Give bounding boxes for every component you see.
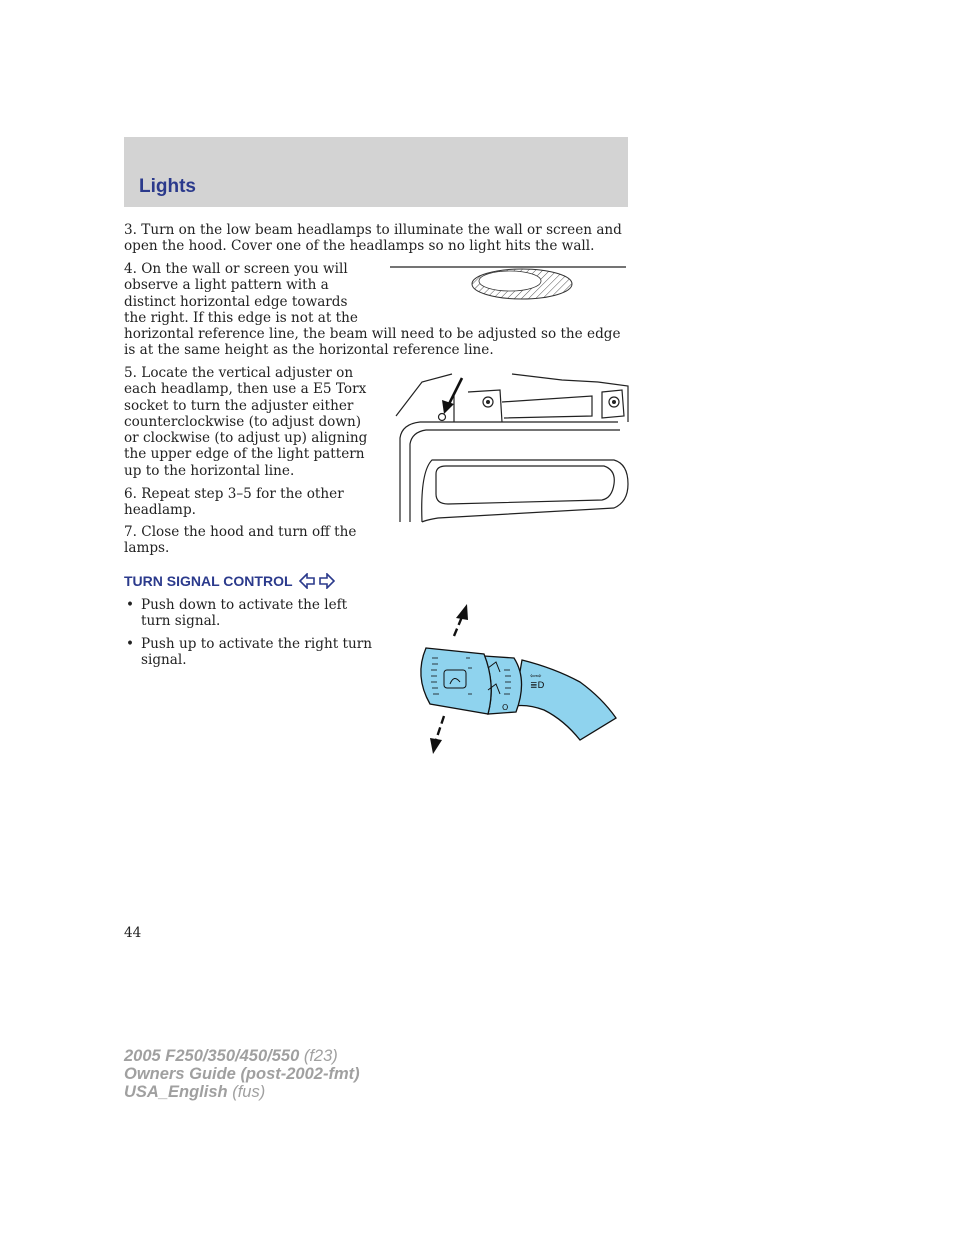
footer-line-2 (124, 1065, 360, 1083)
turn-signal-heading (124, 573, 335, 589)
footer-model: 2005 F250/350/450/550 (124, 1047, 300, 1065)
footer-line-3 (124, 1083, 360, 1101)
footer-model-code: (f23) (299, 1047, 338, 1065)
step-4-text-a: 4. On the wall or screen you will observe a light pattern with a distinct horizontal edge towards the right. If this edge is not at the (124, 261, 358, 326)
footer-language: USA_English (124, 1083, 228, 1101)
turn-signal-heading-text: TURN SIGNAL CONTROL (124, 573, 293, 589)
footer-line-1 (124, 1047, 360, 1065)
turn-signal-arrows-icon (299, 573, 335, 589)
list-item: • Push down to activate the left turn signal. (124, 597, 379, 630)
footer-language-code: (fus) (227, 1083, 266, 1101)
light-pattern-illustration (388, 262, 628, 306)
section-header-band (124, 137, 628, 207)
svg-text:O: O (502, 703, 509, 712)
step-4-text-b: horizontal reference line, the beam will need to be adjusted so the edge is at the same height as the horizontal reference line. (124, 326, 621, 359)
headlamp-adjuster-illustration (392, 372, 632, 528)
svg-text:⇦⇨: ⇦⇨ (530, 672, 542, 680)
step-7-text: 7. Close the hood and turn off the lamps. (124, 524, 357, 557)
page-number: 44 (124, 925, 142, 941)
svg-text:≣D: ≣D (530, 681, 545, 691)
step-5-text: 5. Locate the vertical adjuster on each headlamp, then use a E5 Torx socket to turn the adjuster either counterclockwise (to adjust down) or clockwise (to adjust up) aligning the upper edge of the light pattern up to the horizontal line. (124, 365, 368, 479)
turn-signal-lever-illustration (404, 598, 624, 758)
turn-signal-bullet-list (124, 597, 379, 674)
list-item: • Push up to activate the right turn signal. (124, 636, 379, 669)
step-3-text: 3. Turn on the low beam headlamps to illuminate the wall or screen and open the hood. Cover one of the headlamps so no light hits the wall. (124, 222, 622, 255)
section-title: Lights (139, 176, 196, 197)
step-6-text: 6. Repeat step 3–5 for the other headlamp. (124, 486, 344, 519)
footer-guide: Owners Guide (post-2002-fmt) (124, 1065, 360, 1083)
document-footer (124, 1047, 360, 1101)
